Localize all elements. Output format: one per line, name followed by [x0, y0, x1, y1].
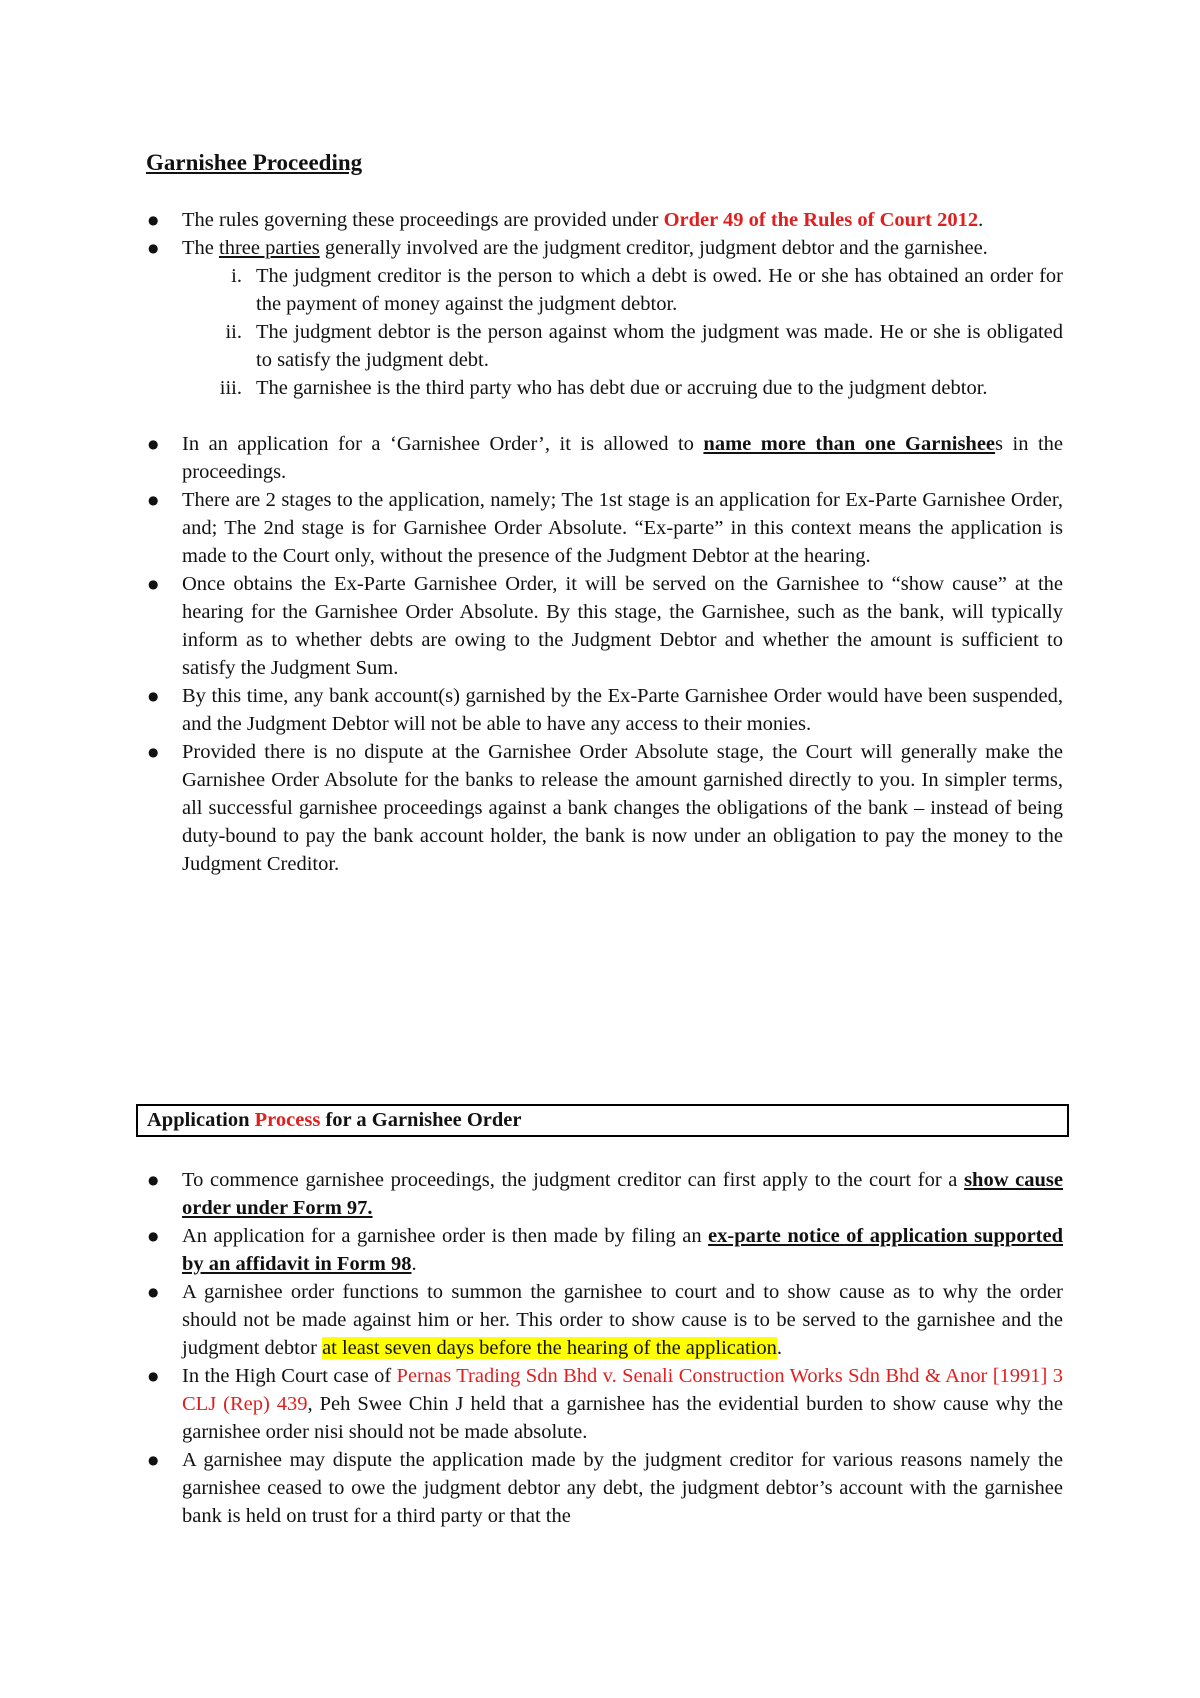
case-citation: Pernas Trading Sdn Bhd v. Senali Construction Works Sdn Bhd & Anor [1991] 3 CLJ (Rep) 439	[182, 1365, 1063, 1415]
form-97-text: show cause order under Form 97.	[182, 1169, 1063, 1219]
list-item: ● Provided there is no dispute at the Garnishee Order Absolute stage, the Court will generally make the Garnishee Order Absolute for the banks to release the amount garnished directly to you. In simpler terms, all successful garnishee proceedings against a bank changes the obligations of the bank – instead of being duty-bound to pay the bank account holder, the bank is now under an obligation to pay the money to the Judgment Creditor.	[146, 738, 1063, 878]
list-item: ● In an application for a ‘Garnishee Order’, it is allowed to name more than one Garnishees in the proceedings.	[146, 430, 1063, 486]
sub-list-item: iii. The garnishee is the third party who has debt due or accruing due to the judgment debtor.	[219, 377, 988, 399]
three-parties-text: three parties	[219, 237, 320, 259]
list-item: ● An application for a garnishee order is then made by filing an ex-parte notice of application supported by an affidavit in Form 98.	[146, 1222, 1063, 1278]
sub-list	[182, 262, 1063, 402]
sub-list-item: i. The judgment creditor is the person to which a debt is owed. He or she has obtained an order for the payment of money against the judgment debtor.	[231, 265, 1063, 315]
list-item: ● To commence garnishee proceedings, the judgment creditor can first apply to the court for a show cause order under Form 97.	[146, 1166, 1063, 1222]
sub-list-item: ii. The judgment debtor is the person against whom the judgment was made. He or she is obligated to satisfy the judgment debt.	[225, 321, 1063, 371]
bullet-list-1	[146, 206, 1063, 878]
list-item: ● The three parties generally involved are the judgment creditor, judgment debtor and the garnishee. i. The judgment creditor is the person to which a debt is owed. He or she has obtained an order for the payment of money against the judgment debtor. ii. The judgment debtor is the person against whom the judgment was made. He or she is obligated to satisfy the judgment debt. iii. The garnishee is the third party who has debt due or accruing due to the judgment debtor.	[146, 234, 1063, 430]
list-item: ● By this time, any bank account(s) garnished by the Ex-Parte Garnishee Order would have been suspended, and the Judgment Debtor will not be able to have any access to their monies.	[146, 682, 1063, 738]
highlighted-text: at least seven days before the hearing of the application	[322, 1337, 777, 1359]
list-item: ● The rules governing these proceedings are provided under Order 49 of the Rules of Court 2012.	[146, 206, 1063, 234]
page-title: Garnishee Proceeding	[146, 150, 363, 175]
list-item: ● Once obtains the Ex-Parte Garnishee Order, it will be served on the Garnishee to “show cause” at the hearing for the Garnishee Order Absolute. By this stage, the Garnishee, such as the bank, will typically inform as to whether debts are owing to the Judgment Debtor and whether the amount is sufficient to satisfy the Judgment Sum.	[146, 570, 1063, 682]
list-item: ● A garnishee order functions to summon the garnishee to court and to show cause as to why the order should not be made against him or her. This order to show cause is to be served to the garnishee and the judgment debtor at least seven days before the hearing of the application.	[146, 1278, 1063, 1362]
list-item: ● In the High Court case of Pernas Trading Sdn Bhd v. Senali Construction Works Sdn Bhd & Anor [1991] 3 CLJ (Rep) 439, Peh Swee Chin J held that a garnishee has the evidential burden to show cause why the garnishee order nisi should not be made absolute.	[146, 1362, 1063, 1446]
order-reference: Order 49 of the Rules of Court 2012	[663, 209, 979, 231]
form-98-text: ex-parte notice of application supported by an affidavit in Form 98	[182, 1225, 1063, 1275]
list-item: ● There are 2 stages to the application, namely; The 1st stage is an application for Ex-Parte Garnishee Order, and; The 2nd stage is for Garnishee Order Absolute. “Ex-parte” in this context means the application is made to the Court only, without the presence of the Judgment Debtor at the hearing.	[146, 486, 1063, 570]
process-word: Process	[254, 1109, 321, 1131]
section-heading-box: Application Process for a Garnishee Order	[136, 1104, 1069, 1137]
bullet-list-2	[146, 1166, 1063, 1530]
garnishee-bold-text: name more than one Garnishee	[703, 433, 996, 455]
list-item: ● A garnishee may dispute the application made by the judgment creditor for various reasons namely the garnishee ceased to owe the judgment debtor any debt, the judgment debtor’s account with the garnishee bank is held on trust for a third party or that the	[146, 1446, 1063, 1530]
